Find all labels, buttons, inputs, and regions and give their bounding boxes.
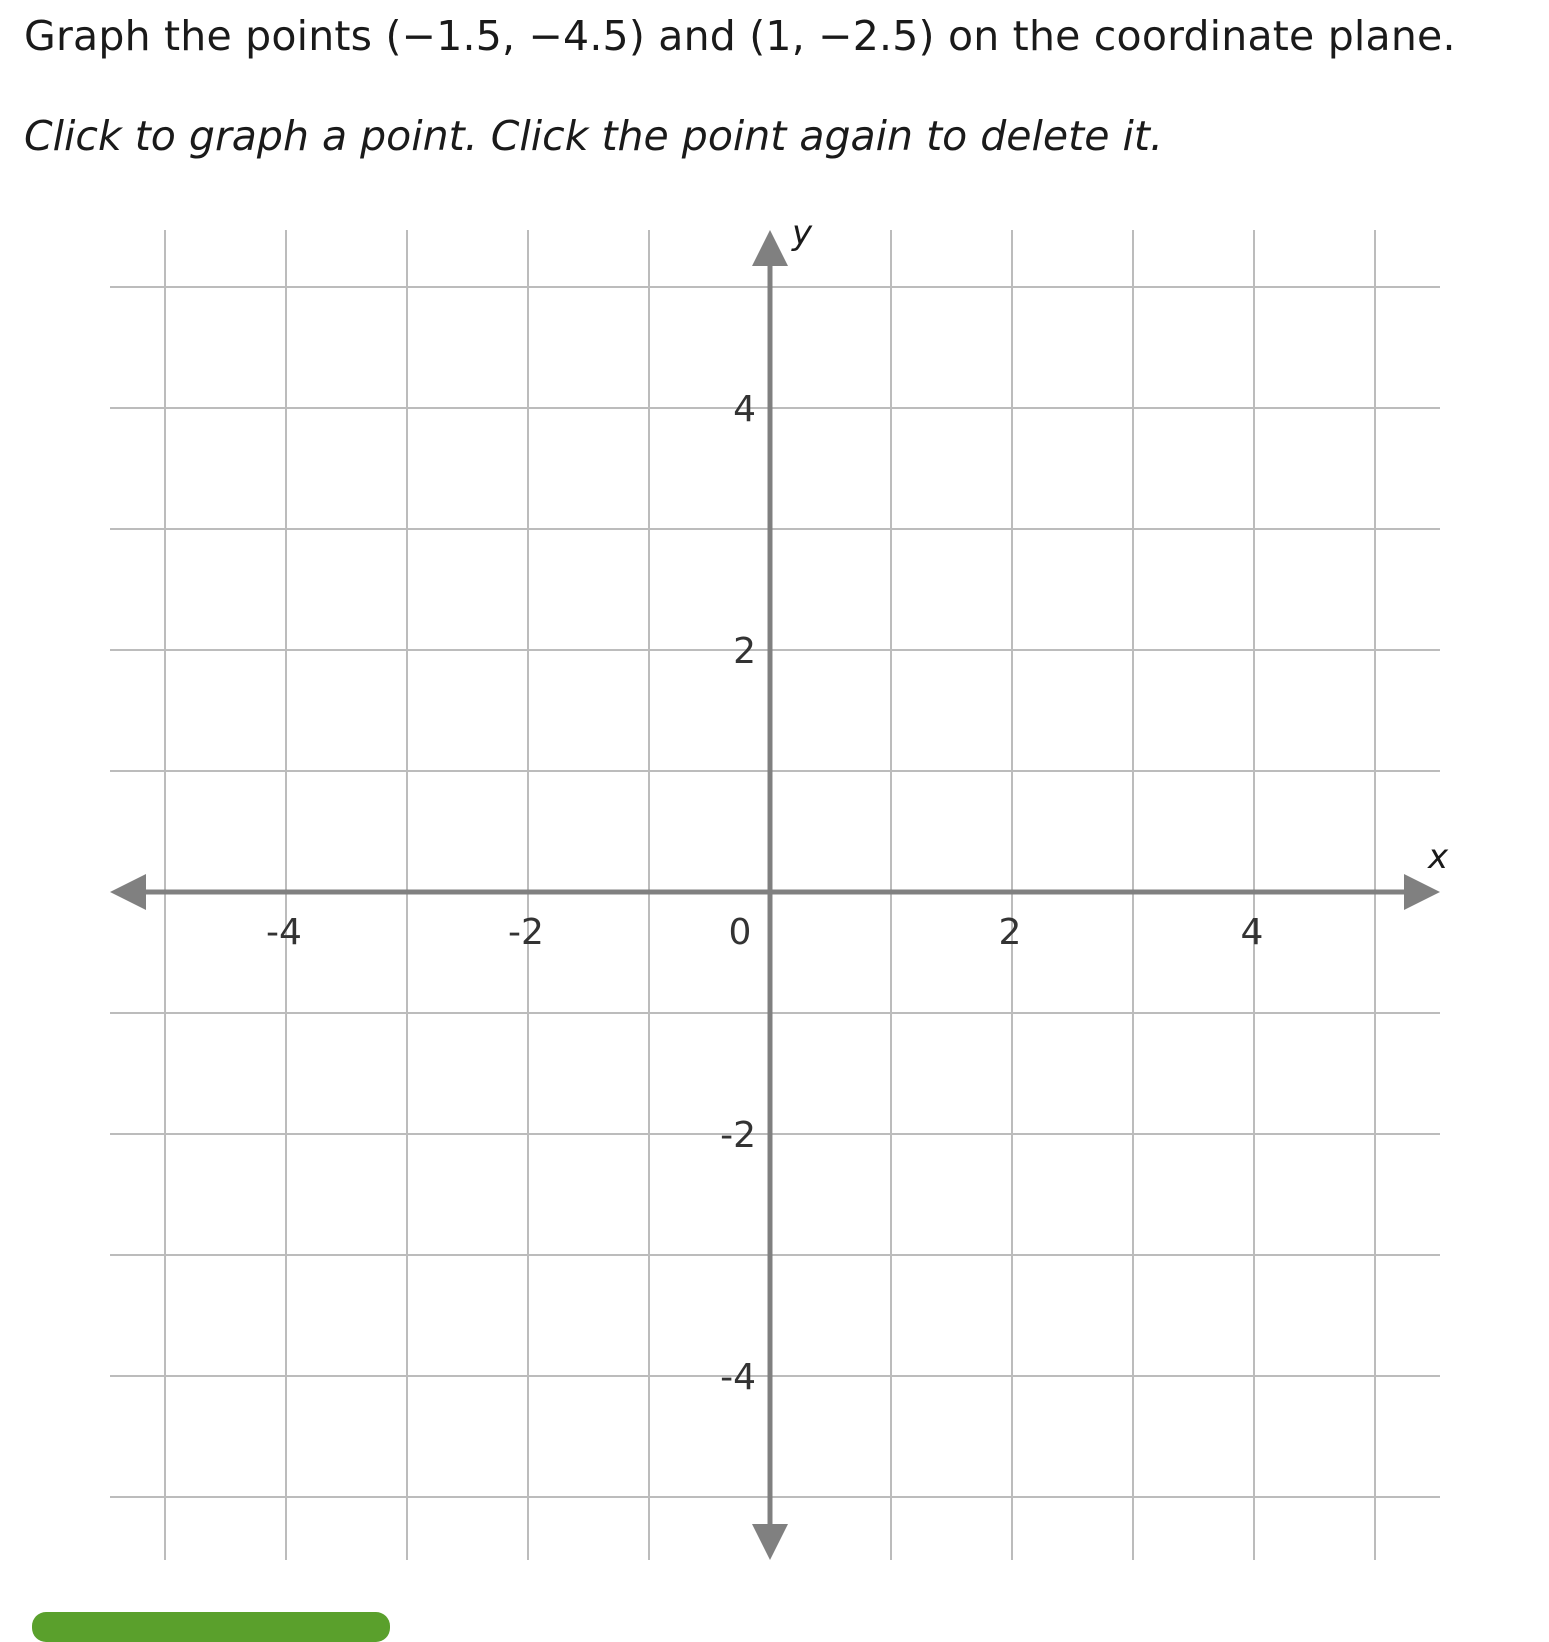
y-axis-down-arrow-icon xyxy=(752,1524,788,1560)
y-axis-up-arrow-icon xyxy=(752,230,788,266)
x-tick-label: -2 xyxy=(508,912,544,953)
y-axis-label: y xyxy=(792,213,813,253)
y-tick-label: -4 xyxy=(720,1357,756,1398)
x-tick-label: -4 xyxy=(266,912,302,953)
y-tick-label: 4 xyxy=(733,389,756,430)
check-answer-button[interactable] xyxy=(32,1612,390,1642)
x-tick-label: 2 xyxy=(998,912,1022,953)
x-axis-left-arrow-icon xyxy=(110,874,146,910)
axes xyxy=(110,230,1440,1560)
question-prompt: Graph the points (−1.5, −4.5) and (1, −2.5) on the coordinate plane. xyxy=(24,12,1456,60)
x-tick-label: 0 xyxy=(728,912,752,953)
y-tick-label: -2 xyxy=(720,1115,756,1156)
grid-lines xyxy=(110,230,1440,1560)
x-axis-right-arrow-icon xyxy=(1404,874,1440,910)
x-tick-label: 4 xyxy=(1240,912,1264,953)
x-axis-label: x xyxy=(1428,837,1449,877)
question-instruction: Click to graph a point. Click the point again to delete it. xyxy=(24,112,1163,160)
y-tick-label: 2 xyxy=(733,631,756,672)
